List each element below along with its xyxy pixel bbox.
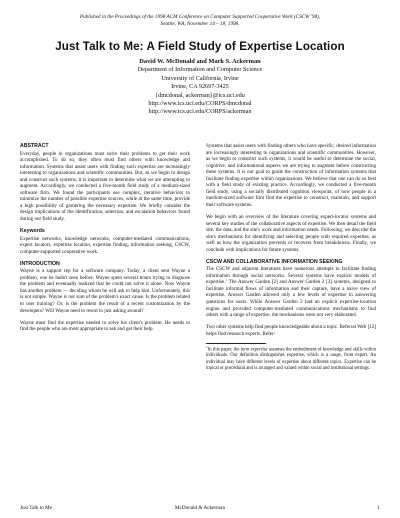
publication-note xyxy=(20,14,380,28)
left-column xyxy=(20,143,190,338)
abstract-heading: ABSTRACT xyxy=(20,143,49,149)
cscw-section-heading: CSCW AND COLLABORATIVE INFORMATION SEEKING xyxy=(206,258,343,265)
publication-note-line-2: Seattle, WA, November 14 – 18, 1998. xyxy=(160,21,240,27)
footer-page-number: 1 xyxy=(377,505,380,511)
body-paragraph-2: We begin with an overview of the literature covering expert-locator systems and several key studies of the collaborative aspects of expertise. We then detail the field site, the data, and the site's work and information needs. Following, we describe the site's mechanisms for identifying and selecting people with required expertise, as well as how the organization prevents or recovers from breakdowns. Finally, we conclude with implications for future systems. xyxy=(206,213,376,253)
author-university: University of California, Irvine xyxy=(161,74,239,82)
footer-authors: McDonald & Ackerman xyxy=(174,505,226,511)
keywords-text: Expertise networks, knowledge networks, computer-mediated communications, expert locators, expertise location, expertise finding, information seeking, CSCW, computer-supported cooperative work. xyxy=(20,235,190,255)
footnote-marker: 1 xyxy=(225,277,228,282)
author-city: Irvine, CA 92697-3425 xyxy=(171,83,229,91)
footnote xyxy=(206,344,377,372)
author-names: David W. McDonald and Mark S. Ackerman xyxy=(139,58,261,65)
introduction-heading: INTRODUCTION xyxy=(20,260,60,267)
abstract-text: Everyday, people in organizations must solve their problems to get their work accomplished. To do so, they often must find others with knowledge and information. Systems that assist users with finding such expertise are increasingly interesting to organizations and scientific communities. But, as we begin to design and construct such systems, it is important to determine what we are attempting to augment. Accordingly, we conducted a five-month field study of a medium-sized software firm. We found the participants use complex, iterative behaviors to minimize the number of possible expertise sources, while at the same time, provide a high possibility of garnering the necessary expertise. We briefly consider the design implications of the identification, selection, and escalation behaviors found during our field study. xyxy=(20,150,190,223)
introduction-paragraph-2: Wayne must find the expertise needed to solve his client's problem. He needs to find the people who are most appropriate to ask and get their help. xyxy=(20,319,190,333)
cscw-paragraph-2: Two other systems help find people knowledgeable about a topic. Referral Web [12] helps find research experts. Refer- xyxy=(206,324,376,337)
author-url-2: http://www.ics.uci.edu/CORPS/ackerman xyxy=(148,108,252,116)
right-column xyxy=(206,143,376,372)
footnote-emphasis: expertise xyxy=(250,347,268,353)
paper-title: Just Talk to Me: A Field Study of Expertise Location xyxy=(55,40,345,53)
cscw-paragraph-1 xyxy=(206,266,376,318)
keywords-heading: Keywords xyxy=(20,228,45,235)
publication-note-line-1: Published in the Proceedings of the 1998 ACM Conference on Computer Supported Cooperative Work (CSCW '98), xyxy=(79,14,321,20)
footnote-text-a: In this paper, the term xyxy=(207,347,251,353)
footer-running-title: Just Talk to Me xyxy=(20,505,52,511)
author-url-1: http://www.ics.uci.edu/CORPS/dmcdonal xyxy=(148,100,252,108)
introduction-paragraph-1: Wayne is a support rep for a software company. Today, a client sent Wayne a problem, one he hadn't seen before. Wayne spent several hours trying to diagnose the problem and eventually realized that he could not solve it alone. Now Wayne has another problem — deciding whom he will ask to help him. Unfortunately, this is not simple. Wayne is not sure of the problem's exact cause. Is the problem related to user training? Or, is the problem the result of a recent customization by the developers? Will Wayne need to resort to just asking around? xyxy=(20,268,190,314)
footnote-number: 1 xyxy=(206,344,208,349)
cscw-paragraph-1-part-b: The Answer Garden [2] and Answer Garden 2 [3] systems, designed to facilitate informal flows of information and their capture, have a naive view of expertise. Answer Garden allowed only a few levels of expertise in answering questions for users. While Answer Garden 2 had an explicit expertise-location engine and provided computer-mediated communications mechanisms to find others with a range of expertise, the mechanisms were not very elaborated. xyxy=(206,279,376,319)
footnote-rule xyxy=(206,343,266,344)
footnote-text-b: assumes the embodiment of knowledge and skills within individuals. Our definition distinguishes expertise, which is a range, from expert. An individual may have different levels of expertise about different topics. Expertise can be topical or procedural and is arranged and valued within social and institutional settings. xyxy=(206,347,377,371)
author-department: Department of Information and Computer Science xyxy=(137,66,263,74)
cscw-paragraph-1-part-a: The CSCW and adjacent literatures have numerous attempts to facilitate finding information through social networks. Several systems have explicit models of expertise. xyxy=(206,266,376,286)
body-paragraph-1: Systems that assist users with finding others who have specific, desired information are increasingly interesting to organizations and scientific communities. However, as we begin to construct such systems, it would be useful to determine the social, cognitive, and informational aspects we are trying to augment before constructing these systems. It is our goal to guide the construction of information systems that facilitate finding expertise within organizations. We believe that one can do so best with a field study of existing practice. Accordingly, we conducted a five-month field study, using a socially distributed cognition viewpoint, of how people in a medium-sized software firm find the expertise to construct, maintain, and support their software systems. xyxy=(206,143,376,208)
author-email: {dmcdonal, ackerman}@ics.uci.edu xyxy=(155,91,245,99)
author-block xyxy=(40,58,360,117)
